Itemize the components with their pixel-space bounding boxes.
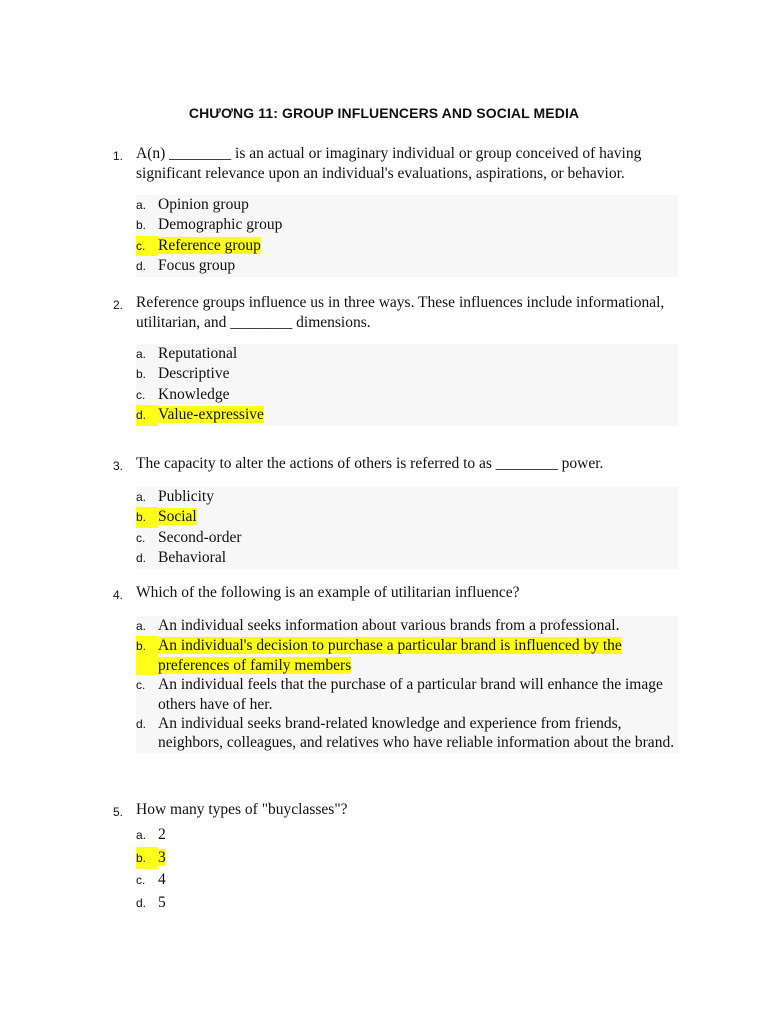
question-number: 3. <box>113 459 124 473</box>
option-letter: b. <box>136 636 158 675</box>
options-box <box>136 195 678 277</box>
option-text: 2 <box>158 826 166 843</box>
option-text: Reputational <box>158 345 238 362</box>
option-b-answer <box>136 636 678 675</box>
option-text: Opinion group <box>158 196 249 213</box>
options-list <box>136 824 678 914</box>
option-letter: b. <box>136 367 147 382</box>
option-a <box>136 195 678 215</box>
question-1 <box>113 144 683 277</box>
option-text: Behavioral <box>158 549 227 567</box>
option-letter: a. <box>136 198 147 212</box>
option-text: Descriptive <box>158 365 230 383</box>
option-c-answer <box>136 236 678 256</box>
option-text: Value-expressive <box>158 406 264 424</box>
question-text: Reference groups influence us in three ways. These influences include informational, utilitarian, and ________ dimensions. <box>136 294 665 331</box>
option-text: Demographic group <box>158 216 283 234</box>
option-text: Social <box>158 508 197 526</box>
question-text: How many types of "buyclasses"? <box>136 801 348 818</box>
question-text: Which of the following is an example of utilitarian influence? <box>136 584 520 601</box>
option-text: 4 <box>158 871 166 888</box>
option-d <box>136 548 678 568</box>
option-text: 3 <box>158 848 166 866</box>
option-text: 5 <box>158 893 166 911</box>
question-number: 5. <box>113 805 124 819</box>
options-box <box>136 487 678 569</box>
option-letter: a. <box>136 490 147 504</box>
option-a <box>136 344 678 364</box>
option-a <box>136 487 678 507</box>
option-text: An individual's decision to purchase a particular brand is influenced by the preferences of family members <box>158 637 622 674</box>
option-text: Second-order <box>158 528 242 546</box>
option-letter: d. <box>136 717 147 732</box>
option-letter: c. <box>136 236 158 256</box>
option-c <box>136 675 678 714</box>
option-text: Publicity <box>158 488 214 505</box>
option-letter: a. <box>136 347 147 361</box>
question-number: 1. <box>113 149 124 163</box>
option-text: Focus group <box>158 257 236 275</box>
option-b-answer <box>136 507 678 527</box>
option-letter: b. <box>136 507 158 527</box>
option-letter: c. <box>136 530 146 545</box>
option-a <box>136 616 678 636</box>
option-letter: d. <box>136 405 158 425</box>
option-text: Reference group <box>158 236 261 254</box>
option-letter: d. <box>136 551 147 566</box>
option-b-answer <box>136 847 678 870</box>
option-b <box>136 215 678 235</box>
option-a <box>136 824 678 847</box>
question-number: 2. <box>113 298 124 312</box>
options-box <box>136 616 678 753</box>
option-d-answer <box>136 405 678 425</box>
option-text: An individual seeks information about various brands from a professional. <box>158 617 620 634</box>
option-letter: b. <box>136 218 147 233</box>
options-box <box>136 344 678 426</box>
option-d <box>136 892 678 915</box>
option-b <box>136 364 678 384</box>
question-4 <box>113 583 683 753</box>
option-letter: c. <box>136 678 146 693</box>
option-letter: c. <box>136 387 146 402</box>
option-d <box>136 256 678 276</box>
option-text: An individual seeks brand-related knowledge and experience from friends, neighbors, colleagues, and relatives who have reliable information about the brand. <box>158 715 675 752</box>
option-letter: b. <box>136 847 158 870</box>
option-c <box>136 869 678 892</box>
page-title: CHƯƠNG 11: GROUP INFLUENCERS AND SOCIAL MEDIA <box>188 105 580 121</box>
option-letter: d. <box>136 895 147 910</box>
question-3 <box>113 454 683 569</box>
option-letter: a. <box>136 619 147 633</box>
question-number: 4. <box>113 588 124 602</box>
option-c <box>136 385 678 405</box>
option-c <box>136 528 678 548</box>
option-d <box>136 714 678 753</box>
option-letter: c. <box>136 873 146 887</box>
option-text: An individual feels that the purchase of a particular brand will enhance the image others have of her. <box>158 676 663 713</box>
option-text: Knowledge <box>158 385 230 403</box>
question-5 <box>113 800 683 914</box>
option-letter: a. <box>136 828 147 842</box>
question-text: The capacity to alter the actions of others is referred to as ________ power. <box>136 455 604 472</box>
question-text: A(n) ________ is an actual or imaginary individual or group conceived of having significant relevance upon an individual's evaluations, aspirations, or behavior. <box>136 145 642 182</box>
option-letter: d. <box>136 259 147 274</box>
question-2 <box>113 293 683 426</box>
